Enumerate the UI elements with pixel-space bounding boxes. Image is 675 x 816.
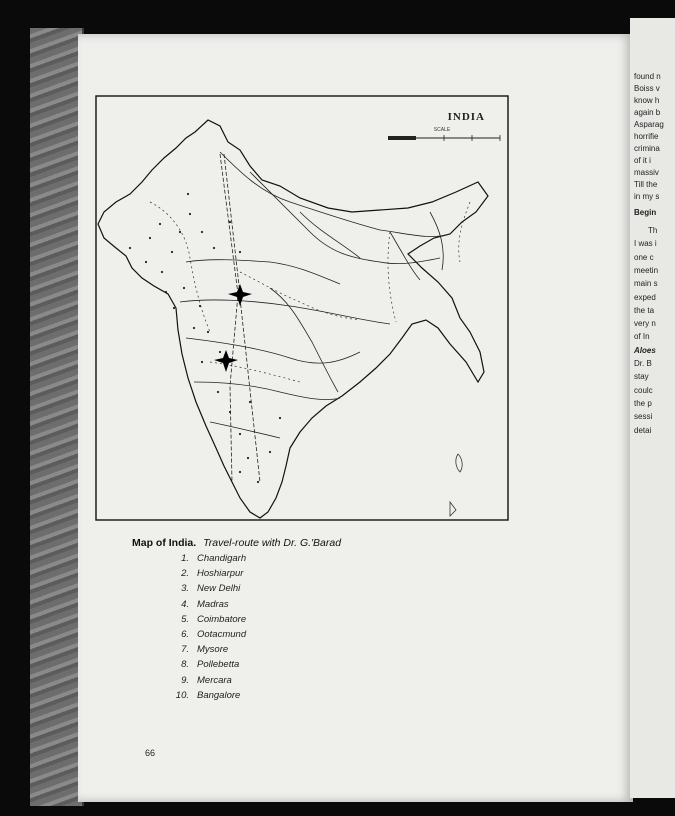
caption-subtitle: Travel-route with Dr. G.'Barad bbox=[203, 537, 342, 549]
map-dots bbox=[129, 193, 281, 483]
map-scale-bar bbox=[388, 135, 500, 141]
place-item bbox=[165, 583, 246, 598]
place-number: 7. bbox=[181, 644, 189, 656]
right-page-text-line: again b bbox=[634, 108, 661, 117]
place-name: New Delhi bbox=[197, 583, 241, 595]
map-rivers bbox=[180, 152, 450, 438]
right-page-text-line: one c bbox=[634, 252, 654, 262]
right-page-text-line: main s bbox=[634, 279, 658, 289]
right-page-text-line: Begin bbox=[634, 208, 657, 217]
right-page-text-line: detai bbox=[634, 425, 652, 435]
caption-title: Map of India. bbox=[132, 537, 197, 549]
right-page-text-line: in my s bbox=[634, 192, 660, 201]
place-item bbox=[165, 553, 246, 568]
right-page-text-line: crimina bbox=[634, 144, 660, 153]
right-page-text-line: coulc bbox=[634, 385, 653, 395]
place-name: Ootacmund bbox=[197, 628, 247, 640]
place-item bbox=[165, 599, 246, 614]
map-boundaries bbox=[150, 202, 470, 382]
right-page-text-line: very n bbox=[634, 319, 656, 329]
place-item bbox=[165, 568, 246, 583]
right-page-text-line: massiv bbox=[634, 168, 659, 177]
india-outline bbox=[98, 120, 488, 518]
place-name: Pollebetta bbox=[197, 659, 240, 671]
right-page-text-line: of it i bbox=[634, 156, 651, 165]
right-page-text-line: the ta bbox=[634, 305, 655, 315]
map-islands bbox=[450, 454, 462, 516]
right-page-text-line: the p bbox=[634, 398, 652, 408]
right-page-text-line: Dr. B bbox=[634, 359, 652, 368]
place-number: 10. bbox=[175, 689, 189, 701]
right-page-text-line: Aloes bbox=[634, 345, 656, 355]
place-number: 1. bbox=[181, 553, 189, 564]
place-item bbox=[165, 644, 246, 659]
map-caption bbox=[132, 537, 341, 549]
place-name: Bangalore bbox=[197, 689, 241, 701]
places-list bbox=[165, 553, 246, 705]
place-number: 8. bbox=[181, 659, 189, 671]
place-name: Madras bbox=[197, 598, 229, 610]
right-page-text-line: found n bbox=[634, 72, 661, 81]
place-item bbox=[165, 629, 246, 644]
right-page-text-line: know h bbox=[634, 96, 660, 105]
right-page-text-line: stay bbox=[634, 372, 649, 382]
place-number: 2. bbox=[181, 568, 189, 580]
route-marker-star bbox=[214, 350, 238, 372]
india-map-figure bbox=[90, 62, 510, 522]
place-number: 5. bbox=[181, 613, 189, 625]
book-cover-edge bbox=[30, 28, 84, 806]
right-page-text-line: exped bbox=[634, 292, 656, 302]
right-page-text-line: Till the bbox=[634, 180, 658, 189]
right-page-text-line: Boiss v bbox=[634, 84, 660, 93]
place-item bbox=[165, 659, 246, 674]
place-name: Chandigarh bbox=[197, 553, 247, 564]
place-name: Mysore bbox=[197, 644, 229, 656]
place-item bbox=[165, 675, 246, 690]
place-number: 6. bbox=[181, 628, 189, 640]
place-item bbox=[165, 614, 246, 629]
page-number: 66 bbox=[145, 748, 156, 758]
place-number: 3. bbox=[181, 583, 189, 595]
place-name: Coimbatore bbox=[197, 613, 247, 625]
right-page-text-line: I was i bbox=[634, 239, 657, 249]
place-item bbox=[165, 690, 246, 705]
map-scale-label: SCALE bbox=[433, 127, 451, 133]
india-map bbox=[90, 62, 510, 522]
place-number: 4. bbox=[181, 598, 189, 610]
route-marker-star bbox=[228, 284, 252, 306]
map-title: INDIA bbox=[447, 111, 485, 123]
right-page-text-line: sessi bbox=[634, 412, 653, 422]
right-page bbox=[630, 18, 675, 798]
right-page-text-line: horrifie bbox=[634, 132, 659, 141]
place-name: Hoshiarpur bbox=[197, 568, 244, 580]
place-name: Mercara bbox=[197, 674, 232, 686]
travel-route bbox=[220, 154, 260, 482]
place-number: 9. bbox=[181, 674, 189, 686]
right-page-text-line: Asparag bbox=[634, 120, 664, 129]
right-page-text-line: Th bbox=[648, 226, 658, 235]
right-page-text-line: meetin bbox=[634, 265, 659, 275]
right-page-text-line: of In bbox=[634, 332, 650, 342]
